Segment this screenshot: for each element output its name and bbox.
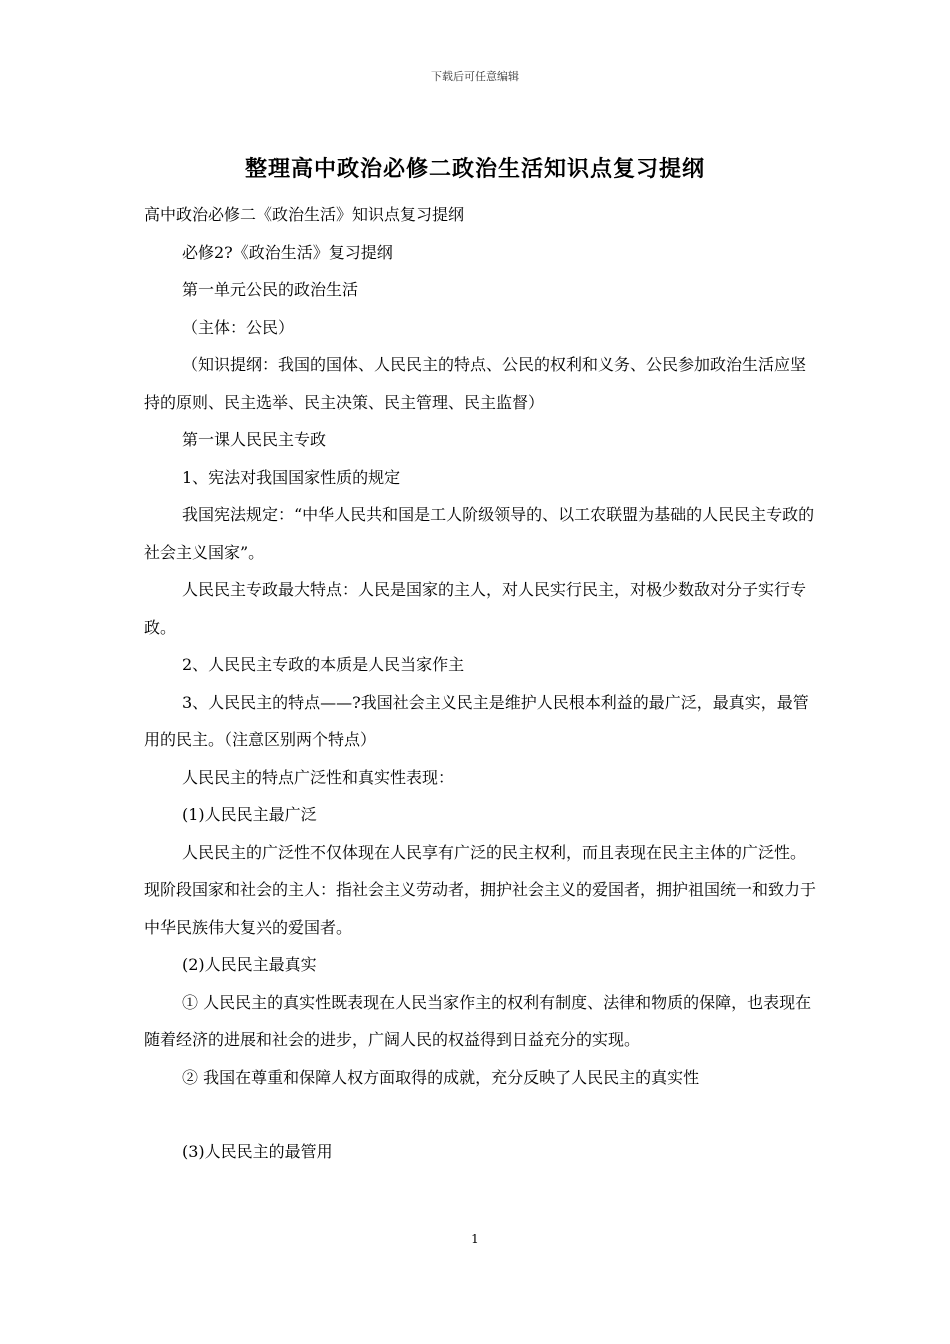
paragraph: 高中政治必修二《政治生活》知识点复习提纲 [144,205,465,224]
paragraph: (3)人民民主的最管用 [182,1142,333,1161]
page-number: 1 [471,1232,479,1246]
paragraph: (1)人民民主最广泛 [182,805,317,824]
paragraph: 第一课人民民主专政 [182,430,327,449]
paragraph: ② 我国在尊重和保障人权方面取得的成就，充分反映了人民民主的真实性 [182,1067,700,1087]
paragraph: 人民民主的特点广泛性和真实性表现： [182,767,455,787]
paragraph: 第一单元公民的政治生活 [182,280,359,299]
paragraph: 必修2?《政治生活》复习提纲 [182,242,393,262]
paragraph: （主体：公民） [182,317,295,337]
blank-line [144,1096,816,1133]
paragraph: 2、人民民主专政的本质是人民当家作主 [182,655,465,674]
paragraph: 我国宪法规定：“中华人民共和国是工人阶级领导的、以工农联盟为基础的人民民主专政的社会主义国家”。 [144,505,815,562]
page-header: 下载后可任意编辑 [431,70,519,83]
paragraph: 人民民主专政最大特点：人民是国家的主人，对人民实行民主，对极少数敌对分子实行专政。 [144,580,807,637]
document-title: 整理高中政治必修二政治生活知识点复习提纲 [244,156,705,182]
paragraph: （知识提纲：我国的国体、人民民主的特点、公民的权利和义务、公民参加政治生活应坚持的原则、民主选举、民主决策、民主管理、民主监督） [144,355,807,412]
paragraph: ① 人民民主的真实性既表现在人民当家作主的权利有制度、法律和物质的保障，也表现在随着经济的进展和社会的进步，广阔人民的权益得到日益充分的实现。 [144,992,812,1049]
paragraph: 3、人民民主的特点——?我国社会主义民主是维护人民根本利益的最广泛，最真实，最管用的民主。（注意区别两个特点） [144,692,809,749]
paragraph: 人民民主的广泛性不仅体现在人民享有广泛的民主权利，而且表现在民主主体的广泛性。现阶段国家和社会的主人：指社会主义劳动者，拥护社会主义的爱国者，拥护祖国统一和致力于中华民族伟大复兴的爱国者。 [144,842,817,937]
document-body [144,196,816,1171]
paragraph: 1、宪法对我国国家性质的规定 [182,467,401,487]
paragraph: (2)人民民主最真实 [182,955,317,974]
